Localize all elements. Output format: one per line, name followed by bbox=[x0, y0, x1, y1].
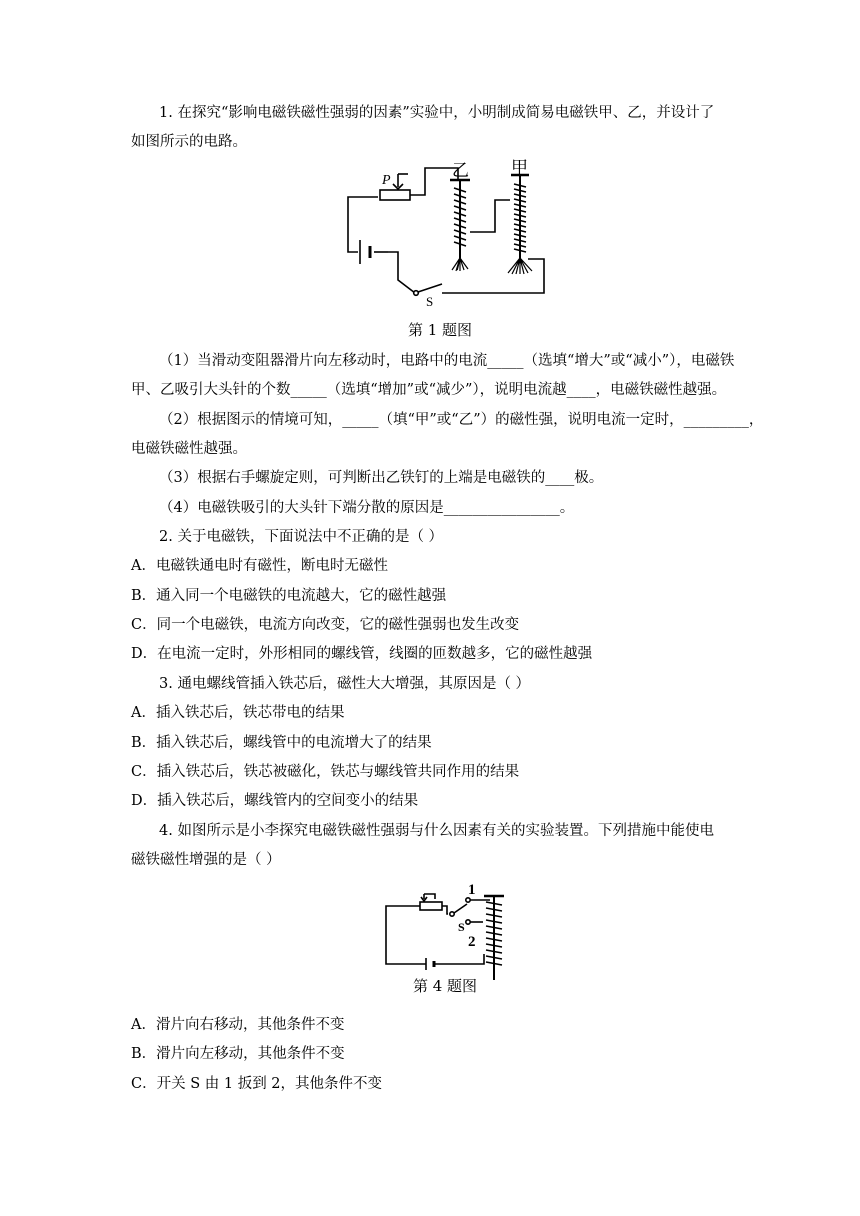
q2-option-a: A．电磁铁通电时有磁性，断电时无磁性 bbox=[131, 558, 388, 574]
q1-sub2-line1: （2）根据图示的情境可知，_____（填“甲”或“乙”）的磁性强，说明电流一定时，_________， bbox=[159, 412, 764, 428]
q4-option-b: B．滑片向左移动，其他条件不变 bbox=[131, 1046, 345, 1062]
q3-option-d: D．插入铁芯后，螺线管内的空间变小的结果 bbox=[131, 793, 419, 809]
q4-label-1: 1 bbox=[468, 882, 476, 898]
q1-sub3: （3）根据右手螺旋定则，可判断出乙铁钉的上端是电磁铁的____极。 bbox=[159, 470, 604, 486]
q1-caption: 第 1 题图 bbox=[407, 321, 473, 339]
q4-option-c: C．开关 S 由 1 扳到 2，其他条件不变 bbox=[131, 1076, 383, 1092]
q1-sub4: （4）电磁铁吸引的大头针下端分散的原因是________________。 bbox=[159, 500, 575, 516]
q2-option-b: B．通入同一个电磁铁的电流越大，它的磁性越强 bbox=[131, 588, 447, 604]
q1-sub1-line1: （1）当滑动变阻器滑片向左移动时，电路中的电流_____（选填“增大”或“减小”），电磁铁 bbox=[159, 353, 735, 369]
q1-label-yi: 乙 bbox=[452, 161, 469, 181]
q3-stem: 3. 通电螺线管插入铁芯后，磁性大大增强，其原因是（ ） bbox=[159, 676, 531, 692]
q4-option-a: A．滑片向右移动，其他条件不变 bbox=[131, 1017, 345, 1033]
q3-option-c: C．插入铁芯后，铁芯被磁化，铁芯与螺线管共同作用的结果 bbox=[131, 764, 520, 780]
q4-stem-line2: 磁铁磁性增强的是（ ） bbox=[131, 852, 281, 868]
q4-label-2: 2 bbox=[468, 934, 476, 950]
q1-sub2-line2: 电磁铁磁性越强。 bbox=[131, 441, 247, 457]
q1-label-jia: 甲 bbox=[511, 158, 528, 178]
q4-caption: 第 4 题图 bbox=[412, 977, 478, 995]
q3-option-b: B．插入铁芯后，螺线管中的电流增大了的结果 bbox=[131, 735, 432, 751]
q1-label-s: S bbox=[426, 294, 434, 309]
q2-option-d: D．在电流一定时，外形相同的螺线管，线圈的匝数越多，它的磁性越强 bbox=[131, 646, 593, 662]
q2-stem: 2. 关于电磁铁，下面说法中不正确的是（ ） bbox=[159, 529, 444, 545]
q1-circuit-figure bbox=[330, 158, 550, 309]
q3-option-a: A．插入铁芯后，铁芯带电的结果 bbox=[131, 705, 345, 721]
q1-stem-line1: 1. 在探究“影响电磁铁磁性强弱的因素”实验中，小明制成简易电磁铁甲、乙，并设计了 bbox=[159, 105, 715, 121]
q2-option-c: C．同一个电磁铁，电流方向改变，它的磁性强弱也发生改变 bbox=[131, 617, 520, 633]
q4-label-s: S bbox=[458, 920, 465, 934]
q1-sub1-line2: 甲、乙吸引大头针的个数_____（选填“增加”或“减少”），说明电流越____，电磁铁磁性越强。 bbox=[131, 382, 727, 398]
q4-circuit-figure bbox=[380, 880, 510, 980]
q1-label-p: P bbox=[382, 173, 391, 188]
q4-stem-line1: 4. 如图所示是小李探究电磁铁磁性强弱与什么因素有关的实验装置。下列措施中能使电 bbox=[159, 823, 714, 839]
q1-stem-line2: 如图所示的电路。 bbox=[131, 134, 247, 150]
